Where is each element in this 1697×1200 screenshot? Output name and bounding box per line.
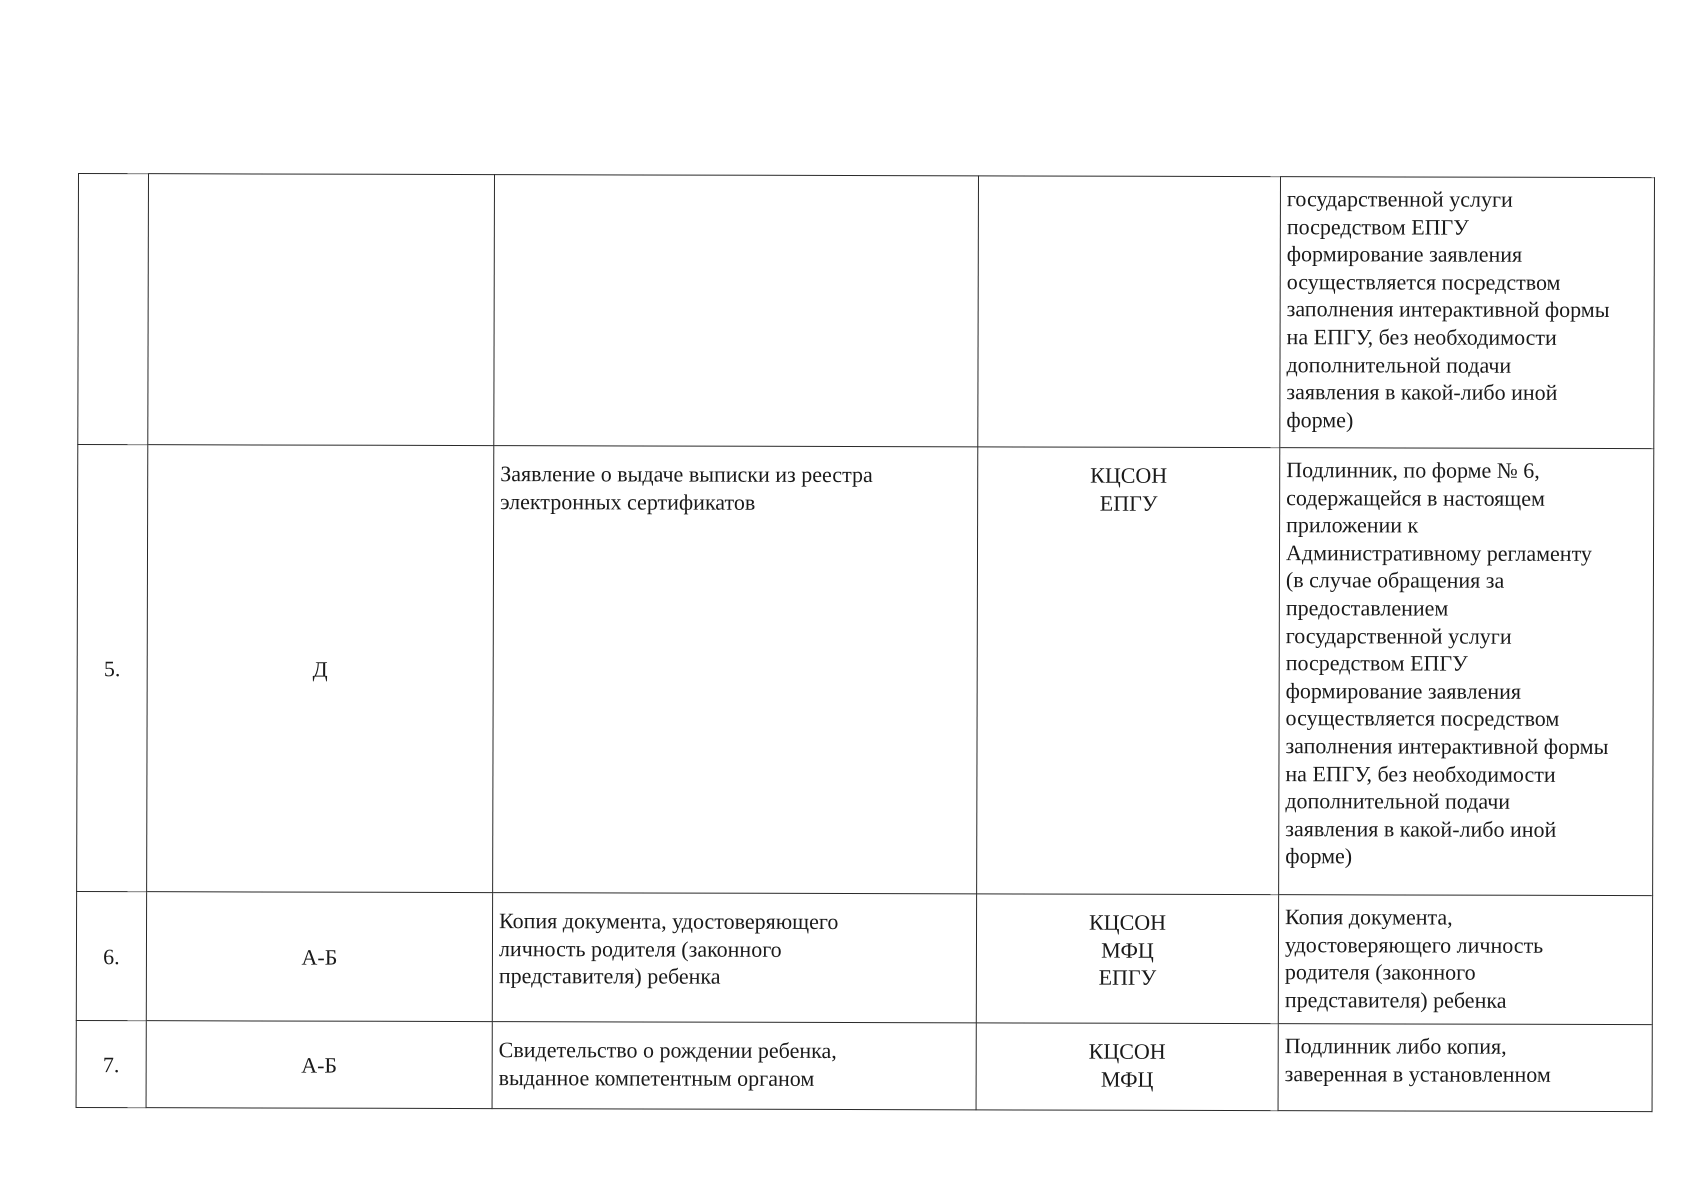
table-row xyxy=(76,1020,1652,1111)
requirements-cell: государственной услуги посредством ЕПГУ формирование заявления осуществляется посредством заполнения интерактивной формы на ЕПГУ, без необходимости дополнительной подачи заявления в какой-либо иной форме) xyxy=(1280,177,1655,449)
requirements-cell: Подлинник либо копия, заверенная в установленном xyxy=(1278,1024,1652,1112)
submission-place-cell: КЦСОН МФЦ ЕПГУ xyxy=(976,894,1278,1024)
requirements-cell: Копия документа, удостоверяющего личность родителя (законного представителя) ребенка xyxy=(1278,895,1652,1025)
document-name-cell: Копия документа, удостоверяющего личность родителя (законного представителя) ребенка xyxy=(492,893,976,1023)
documents-table xyxy=(76,173,1655,1112)
requirements-cell: Подлинник, по форме № 6, содержащейся в настоящем приложении к Административному регламенту (в случае обращения за предоставлением государственной услуги посредством ЕПГУ формирование заявления осуществляется посредством заполнения интерактивной формы на ЕПГУ, без необходимости дополнительной подачи заявления в какой-либо иной форме) xyxy=(1279,448,1654,896)
document-name-cell: Заявление о выдаче выписки из реестра электронных сертификатов xyxy=(493,446,978,894)
row-number-cell: 5. xyxy=(77,445,148,892)
document-name-cell: Свидетельство о рождении ребенка, выданное компетентным органом xyxy=(492,1022,976,1110)
row-number-cell: 7. xyxy=(76,1020,146,1107)
row-number-cell: 6. xyxy=(76,891,146,1020)
category-cell xyxy=(148,174,495,446)
row-number-cell xyxy=(78,174,149,445)
document-name-cell xyxy=(494,175,979,447)
submission-place-cell: КЦСОН ЕПГУ xyxy=(977,447,1280,895)
table-row xyxy=(78,174,1655,449)
table-row xyxy=(76,891,1652,1024)
category-cell: А-Б xyxy=(146,1021,492,1109)
category-cell: Д xyxy=(147,445,494,893)
table-row xyxy=(77,445,1654,896)
submission-place-cell: КЦСОН МФЦ xyxy=(976,1023,1278,1111)
submission-place-cell xyxy=(978,176,1281,448)
category-cell: А-Б xyxy=(146,892,492,1022)
